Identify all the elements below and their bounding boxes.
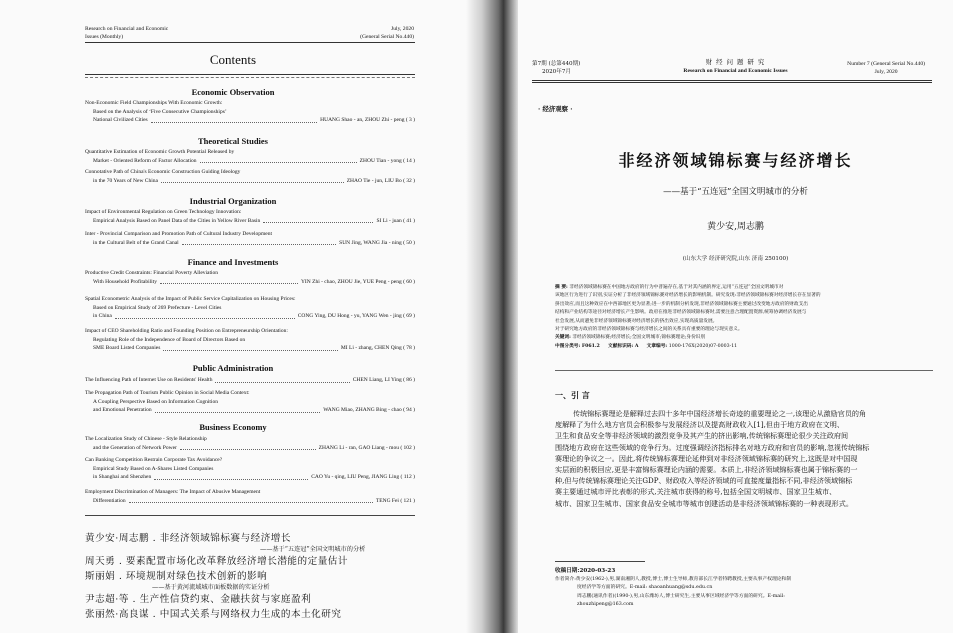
- entry-subtitle: SME Board Listed Companies: [93, 345, 161, 352]
- entry-authors: TENG Fei: [375, 497, 399, 504]
- toc-entry[interactable]: [85, 376, 415, 385]
- journal-name-en: Research on Financial and Economic: [85, 26, 169, 32]
- footnote-line: 周志鹏(通讯作者)(1990-),男,山东潍坊人,博士研究生,主要从事区域经济学等方面的研究。E-mail:: [577, 593, 785, 599]
- leader-dots: [263, 222, 373, 223]
- issue-date-cn: 2020年7月: [542, 69, 571, 75]
- entry-title: The Localization Study of Chinese - Style Relationship: [85, 436, 207, 442]
- leader-dots: [215, 382, 349, 383]
- entry-page: ( 69 ): [403, 313, 415, 320]
- entry-page: ( 112 ): [400, 474, 415, 481]
- entry-subtitle: and the Generation of Network Power: [93, 444, 177, 451]
- entry-authors: ZHAO Tie - jun, LIU Bo: [346, 177, 402, 184]
- section-heading: Theoretical Studies: [198, 136, 268, 146]
- entry-authors: CONG Ying, DU Hong - yu, YANG Wen - jing: [297, 313, 402, 320]
- entry-page: ( 50 ): [403, 239, 415, 246]
- leader-dots: [182, 244, 336, 245]
- abstract-rule: [555, 370, 933, 371]
- body-line: 赛理论的争议之一。因此,将传统锦标赛理论延伸到对非经济领域锦标赛的研究上,这既是对中国现: [555, 453, 858, 463]
- toc-entry[interactable]: [85, 99, 415, 125]
- issue-date: July, 2020: [391, 26, 414, 32]
- entry-page: ( 94 ): [403, 407, 415, 414]
- entry-page: ( 121 ): [400, 497, 415, 504]
- entry-subtitle: With Household Profitability: [93, 278, 157, 285]
- entry-page: ( 78 ): [403, 345, 415, 352]
- entry-subtitle: Based on Empirical Study of 269 Prefecture - Level Cities: [93, 304, 222, 311]
- leader-dots: [161, 182, 344, 183]
- journal-header-left: [85, 25, 168, 41]
- toc-entry[interactable]: [85, 295, 415, 321]
- entry-page: ( 41 ): [403, 217, 415, 224]
- leader-dots: [154, 479, 308, 480]
- header-rule: [532, 80, 932, 81]
- toc-entry[interactable]: [85, 327, 415, 353]
- article-title: 非经济领域锦标赛与经济增长: [618, 151, 853, 170]
- entry-page: ( 32 ): [403, 177, 415, 184]
- body-line: 度解释了为什么地方官员会积极参与发展经济以及提高财政收入[1],但由于地方政府在文明、: [555, 420, 844, 430]
- doc-code: A: [634, 343, 639, 349]
- leader-dots: [151, 122, 317, 123]
- entry-page: ( 3 ): [405, 117, 415, 124]
- toc-entry[interactable]: [85, 389, 415, 415]
- body-line: 传统锦标赛理论是解释过去四十多年中国经济增长奇迹的重要理论之一,该理论从激励官员的角: [573, 409, 867, 418]
- abstract-label: 摘 要:: [555, 285, 568, 290]
- body-paragraph: [518, 408, 953, 509]
- classification-label: 中图分类号:: [555, 343, 581, 349]
- abstract-line: 挤出效应,而且这种效应在中西部地区更为显著;进一步的机制分析发现,非经济领域锦标赛主要通过改变地方政府的财政支出: [555, 301, 808, 307]
- body-line: 赛主要通过城市评比表彰的形式,关注城市获得的称号,包括全国文明城市、国家卫生城市、: [555, 487, 837, 497]
- toc-entry[interactable]: [85, 148, 415, 165]
- entry-page: ( 102 ): [400, 444, 415, 451]
- entry-subtitle: in China: [93, 313, 112, 320]
- section-heading: Public Administration: [192, 363, 274, 373]
- leader-dots: [160, 283, 298, 284]
- cn-article-subtitle: ——基于黄河流域城市面板数据的实证分析: [152, 584, 270, 591]
- journal-header-right: [360, 25, 414, 41]
- leader-dots: [155, 412, 321, 413]
- body-line: 实层面的积极回应,更是丰富锦标赛理论内涵的需要。本质上,非经济领域锦标赛也属于锦标赛的一: [555, 465, 858, 475]
- entry-title: Impact of Environmental Regulation on Green Technology Innovation:: [85, 209, 242, 215]
- header-rule-2: [532, 82, 932, 83]
- issue-number-en: Number 7 (General Serial No.440): [847, 61, 925, 67]
- entry-title: The Propagation Path of Tourism Public Opinion in Social Media Context:: [85, 390, 250, 396]
- body-line: 城市、国家卫生城市、国家食品安全城市等城市创建活动是非经济领域锦标赛的一种表现形式。: [555, 498, 853, 508]
- abstract-line: 社会发展,从而避免非经济领域锦标赛对经济增长的挤出效应,实现高质量发展。: [555, 318, 718, 324]
- entry-title: The Influencing Path of Internet Use on Residents' Health: [85, 377, 213, 383]
- entry-title: Impact of CEO Shareholding Ratio and Founding Position on Entrepreneurship Orientation:: [85, 328, 288, 334]
- toc-entry[interactable]: [85, 488, 415, 505]
- abstract-line: 对于研究地方政府的非经济领域锦标赛与经济增长之间的关系具有重要的理论与现实意义。: [555, 327, 743, 333]
- entry-title: Quantitative Estimation of Economic Growth Potential Released by: [85, 149, 235, 155]
- contents-rule-bottom: [85, 515, 415, 516]
- book-gutter: [466, 0, 518, 633]
- entry-authors: WANG Miao, ZHANG Bing - chao: [323, 407, 402, 414]
- abstract-line: 非经济领域锦标赛在中国地方政府的行为中普遍存在,基于对其内涵的界定,运用“五连冠”全国文明城市对: [569, 285, 784, 290]
- issue-header-en: [847, 60, 925, 76]
- entry-authors: MI Li - zhang, CHEN Qing: [340, 345, 402, 352]
- cn-article-item[interactable]: 周天勇 . 要素配置市场化改革释放经济增长潜能的定量估计: [85, 556, 348, 567]
- entry-subtitle: Empirical Analysis Based on Panel Data of the Cities in Yellow River Basin: [93, 217, 261, 224]
- entry-subtitle: in the Cultural Belt of the Grand Canal: [93, 239, 179, 246]
- abstract-line: 该地区行为进行了识别,实证分析了非经济领域锦标赛对经济增长的影响机制。研究发现:非经济领域锦标赛对经济增长存在显著的: [555, 293, 821, 299]
- leader-dots: [129, 502, 373, 503]
- contents-title: Contents: [209, 52, 257, 67]
- section-heading: Business Economy: [199, 422, 267, 432]
- toc-entry[interactable]: [85, 230, 415, 247]
- leader-dots: [115, 318, 295, 319]
- entry-title: Productive Credit Constraints: Financial Poverty Alleviation: [85, 270, 219, 276]
- entry-title: Non-Economic Field Championships With Economic Growth:: [85, 100, 223, 106]
- entry-authors: YIN Zhi - chao, ZHOU Jie, YUE Peng - peng: [300, 278, 402, 285]
- body-line: 种,但与传统锦标赛理论关注GDP、财政收入等经济领域的可直接度量指标不同,非经济领域锦标: [555, 476, 853, 486]
- journal-name-cn: 财 经 问 题 研 究: [705, 58, 766, 66]
- article-number-label: 文章编号:: [646, 343, 668, 349]
- cn-article-subtitle: ——基于“五连冠”全国文明城市的分析: [260, 546, 366, 553]
- entry-title: Spatial Econometric Analysis of the Impact of Public Service Capitalization on Housing Prices:: [85, 296, 296, 302]
- section-heading: Economic Observation: [191, 87, 275, 97]
- entry-title: Can Banking Competition Restrain Corporate Tax Avoidance?: [85, 457, 223, 463]
- body-line: 卫生和食品安全等非经济领域的激烈竞争及其产生的挤出影响,传统锦标赛理论很少关注政府间: [555, 431, 849, 441]
- footnote-line: 作者简介:黄少安(1962-),男,湖南湘阴人,教授,博士,博士生导师,教育部长江学者特聘教授,主要从事产权理论和制: [555, 577, 792, 582]
- journal-name-en: Research on Financial and Economic Issues: [683, 68, 788, 74]
- keywords-label: 关键词:: [555, 335, 571, 341]
- contents-rule-top: [85, 74, 415, 75]
- entry-authors: HUANG Shao - an, ZHOU Zhi - peng: [320, 117, 405, 124]
- toc-entry[interactable]: [85, 168, 415, 185]
- section-heading: Finance and Investments: [187, 257, 279, 267]
- entry-subtitle: in the 70 Years of New China: [93, 177, 158, 184]
- entry-subtitle: Regulating Role of the Independence of Board of Directors Based on: [93, 336, 246, 343]
- entry-subtitle: National Civilized Cities: [93, 117, 148, 124]
- header-rule: [85, 42, 415, 43]
- entry-page: ( 86 ): [403, 377, 415, 383]
- body-line: 围绕地方政府在这些领域的竞争行为。过度强调经济指标排名对地方政府和官员的影响,忽视传统锦标: [555, 442, 870, 452]
- serial-number: (General Serial No.440): [360, 34, 414, 40]
- classification-code: F061.2: [581, 343, 600, 349]
- abstract-line: 结构和产业结构等途径对经济增长产生影响。政府在推进非经济领域锦标赛时,需要注意合理配置资源,统筹协调经济发展与: [555, 310, 807, 316]
- issue-frequency: Issues (Monthly): [85, 34, 124, 40]
- entry-subtitle: Differentiation: [93, 497, 126, 504]
- entry-subtitle: in Shanghai and Shenzhen: [93, 474, 152, 481]
- leader-dots: [180, 449, 316, 450]
- cn-article-item[interactable]: 黄少安·周志鹏 . 非经济领域锦标赛与经济增长: [85, 533, 291, 544]
- footnote-line: zhouzhipeng@163.com: [577, 602, 634, 608]
- section-heading-intro: 一、引 言: [555, 390, 590, 400]
- article-subtitle: ——基于“五连冠”全国文明城市的分析: [663, 187, 808, 197]
- abstract-block: [555, 284, 933, 351]
- entry-authors: ZHANG Li - ran, GAO Liang - mou: [318, 444, 399, 451]
- entry-title: Employment Discrimination of Managers: The Impact of Abusive Management: [85, 489, 261, 495]
- cn-article-item[interactable]: 张丽然·高良谋 . 中国式关系与网络权力生成的本土化研究: [85, 609, 342, 620]
- issue-number-cn: 第7期 (总第440期): [532, 61, 581, 67]
- leader-dots: [200, 162, 357, 163]
- article-number: 1000-176X(2020)07-0003-11: [668, 343, 738, 349]
- entry-subtitle: A Coupling Perspective Based on Information Cognition: [93, 398, 218, 405]
- received-date: 收稿日期:2020-03-23: [555, 568, 616, 574]
- article-authors: 黄少安,周志鹏: [707, 222, 764, 232]
- issue-date-en: July, 2020: [874, 69, 898, 75]
- entry-title: Inter - Provincial Comparison and Promotion Path of Cultural Industry Development: [85, 231, 272, 237]
- entry-title: Connotative Path of China's Economic Construction Guiding Ideology: [85, 169, 241, 175]
- doc-code-label: 文献标识码:: [608, 343, 634, 349]
- entry-page: ( 14 ): [403, 157, 415, 164]
- article-page: [518, 0, 953, 633]
- footnote-line: 度经济学等方面的研究。E-mail: shaoanhuang@sdu.edu.cn: [577, 585, 713, 591]
- footnote-rule: [555, 561, 645, 562]
- entry-authors: ZHOU Tian - yong: [359, 157, 402, 164]
- entry-subtitle: Empirical Study Based on A-Shares Listed Companies: [93, 465, 214, 472]
- contents-page: [0, 0, 466, 633]
- toc-entry[interactable]: [85, 208, 415, 225]
- author-footnote: [555, 576, 791, 610]
- keywords: 非经济领域锦标赛;经济增长;全国文明城市;锦标赛理论;身份识别: [572, 335, 706, 341]
- entry-authors: CHEN Liang, LI Ying: [352, 377, 402, 383]
- contents-rule-dashed: [85, 77, 415, 78]
- toc-entry[interactable]: [85, 269, 415, 286]
- toc-entry[interactable]: [85, 435, 415, 452]
- leader-dots: [163, 350, 338, 351]
- entry-subtitle: and Emotional Penetration: [93, 407, 152, 414]
- entry-page: ( 60 ): [403, 278, 415, 285]
- entry-authors: SI Li - juan: [376, 217, 402, 224]
- entry-authors: SUN Jing, WANG Jia - ning: [339, 239, 402, 246]
- cn-article-item[interactable]: 斯丽娟 . 环境规制对绿色技术创新的影响: [85, 571, 268, 582]
- entry-subtitle: Based on the Analysis of ‘Five Consecutive Championships’: [93, 108, 227, 115]
- toc-entry[interactable]: [85, 456, 415, 482]
- section-heading: Industrial Organization: [189, 196, 277, 206]
- entry-subtitle: Market - Oriented Reform of Factor Allocation: [93, 157, 197, 164]
- cn-article-item[interactable]: 尹志超·等 . 生产性信贷约束、金融扶贫与家庭盈利: [85, 594, 312, 605]
- column-label: · 经济观察 ·: [538, 105, 573, 113]
- entry-authors: CAO Yu - qing, LIU Peng, JIANG Ling: [311, 474, 400, 481]
- author-affiliation: (山东大学 经济研究院,山东 济南 250100): [682, 256, 789, 262]
